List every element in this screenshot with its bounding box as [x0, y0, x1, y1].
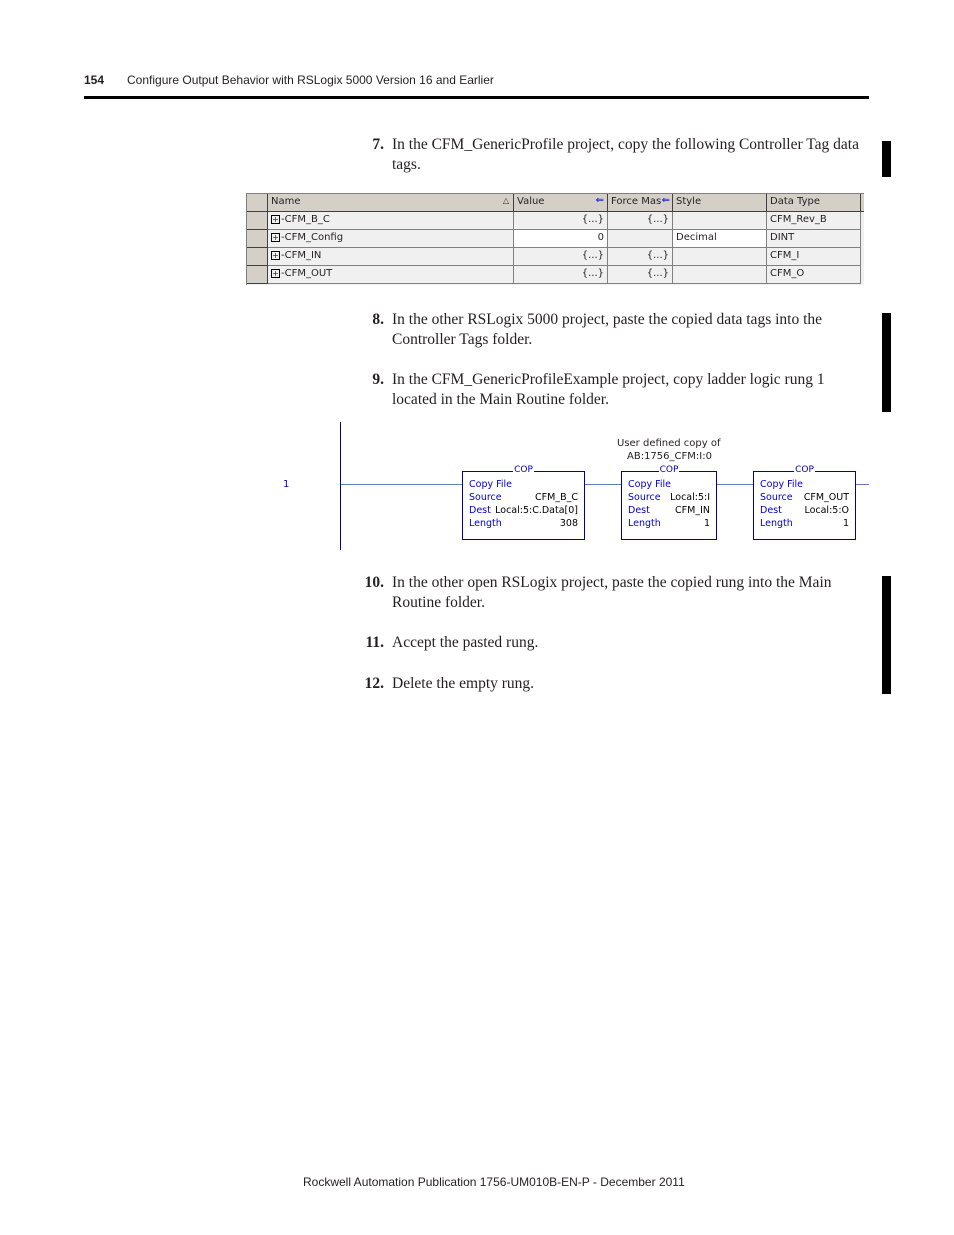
row-selector[interactable]	[247, 230, 268, 248]
cop-dest-label: Dest	[760, 505, 782, 516]
column-header-label: Force Mas	[611, 196, 662, 207]
cop-dest-label: Dest	[628, 505, 650, 516]
step-text: In the other open RSLogix project, paste the copied rung into the Main Routine folder.	[392, 574, 832, 611]
cop-dest-value[interactable]: CFM_IN	[675, 505, 710, 516]
row-selector[interactable]	[247, 248, 268, 266]
arrow-left-icon: ⇐	[661, 195, 670, 206]
cop-block[interactable]	[621, 465, 717, 540]
step-number: 12.	[364, 675, 384, 692]
step-number: 11.	[365, 634, 384, 651]
tag-name-cell[interactable]: + -CFM_IN	[268, 248, 514, 266]
cop-block[interactable]	[462, 465, 585, 540]
tag-style-cell[interactable]	[673, 266, 767, 284]
change-bar	[882, 313, 891, 412]
header-rule	[84, 96, 869, 99]
expand-plus-icon[interactable]: +	[272, 268, 279, 278]
header-title: Configure Output Behavior with RSLogix 5000 Version 16 and Earlier	[127, 73, 494, 87]
cop-name: Copy File	[628, 479, 672, 490]
change-bar	[882, 141, 891, 177]
cop-title-text: COP	[659, 465, 679, 475]
tag-type-cell[interactable]: CFM_O	[767, 266, 861, 284]
tag-type-cell[interactable]: DINT	[767, 230, 861, 248]
column-header-style[interactable]	[673, 194, 767, 212]
cop-length-value[interactable]: 1	[703, 518, 710, 529]
cop-title	[463, 465, 584, 475]
rung-number[interactable]: 1	[283, 479, 290, 490]
step-number: 10.	[364, 574, 384, 591]
tag-force-cell[interactable]: {...}	[608, 266, 673, 284]
column-header-extra	[861, 194, 864, 212]
tag-name: CFM_OUT	[284, 268, 333, 279]
cop-title-text: COP	[514, 465, 533, 475]
tag-name: CFM_Config	[284, 232, 344, 243]
cop-title	[622, 465, 716, 475]
row-selector[interactable]	[247, 266, 268, 284]
column-header-name[interactable]	[268, 194, 514, 212]
cop-source-value[interactable]: Local:5:I	[670, 492, 710, 503]
cop-title-text: COP	[795, 465, 814, 475]
cop-dest-label: Dest	[469, 505, 491, 516]
page-number: 154	[84, 73, 105, 87]
step-text: Delete the empty rung.	[392, 675, 535, 692]
controller-tags-grid	[246, 193, 864, 285]
cop-length-label: Length	[760, 518, 793, 529]
step-text: In the other RSLogix 5000 project, paste the copied data tags into the Controller Tags folder.	[392, 311, 823, 348]
cop-title	[754, 465, 855, 475]
rung-annotation	[617, 437, 721, 463]
cop-block[interactable]	[753, 465, 856, 540]
annotation-line: AB:1756_CFM:I:0	[627, 451, 712, 462]
column-header-data-type[interactable]	[767, 194, 861, 212]
step-text: Accept the pasted rung.	[392, 634, 539, 651]
cop-source-value[interactable]: CFM_OUT	[803, 492, 849, 503]
cop-dest-value[interactable]: Local:5:C.Data[0]	[495, 505, 578, 516]
footer-text: Rockwell Automation Publication 1756-UM010B-EN-P - December 2011	[303, 1175, 685, 1189]
tag-name-cell[interactable]: + -CFM_Config	[268, 230, 514, 248]
rung-wire	[855, 484, 869, 485]
change-bar	[882, 576, 891, 694]
tag-type-cell[interactable]: CFM_Rev_B	[767, 212, 861, 230]
step-number: 9.	[372, 371, 384, 388]
tag-force-cell[interactable]	[608, 230, 673, 248]
cop-dest-value[interactable]: Local:5:O	[804, 505, 849, 516]
tag-style-cell[interactable]	[673, 212, 767, 230]
row-selector[interactable]	[247, 212, 268, 230]
column-header-label: Data Type	[770, 196, 821, 207]
sort-triangle-icon: △	[502, 196, 509, 205]
tag-force-cell[interactable]: {...}	[608, 248, 673, 266]
rung-wire	[341, 484, 462, 485]
tag-value-cell[interactable]: {...}	[514, 248, 608, 266]
grid-corner	[247, 194, 268, 212]
cop-length-value[interactable]: 308	[559, 518, 578, 529]
tag-type-cell[interactable]: CFM_I	[767, 248, 861, 266]
rung-wire	[584, 484, 621, 485]
step-number: 8.	[372, 311, 384, 328]
tag-name-cell[interactable]: + -CFM_B_C	[268, 212, 514, 230]
expand-plus-icon[interactable]: +	[272, 250, 279, 260]
cop-source-value[interactable]: CFM_B_C	[535, 492, 578, 503]
tag-name: CFM_IN	[284, 250, 322, 261]
tag-value-cell[interactable]: {...}	[514, 266, 608, 284]
cop-source-label: Source	[628, 492, 661, 503]
cop-name: Copy File	[760, 479, 804, 490]
expand-plus-icon[interactable]: +	[272, 232, 279, 242]
expand-plus-icon[interactable]: +	[272, 214, 279, 224]
column-header-value[interactable]	[514, 194, 608, 212]
rung-wire	[716, 484, 753, 485]
step-number: 7.	[372, 136, 384, 153]
cop-source-label: Source	[469, 492, 502, 503]
cop-length-label: Length	[628, 518, 661, 529]
tag-force-cell[interactable]: {...}	[608, 212, 673, 230]
column-header-force-mask[interactable]	[608, 194, 673, 212]
cop-length-value[interactable]: 1	[842, 518, 849, 529]
step-text: In the CFM_GenericProfileExample project, copy ladder logic rung 1 located in the Main Routine folder.	[392, 371, 825, 408]
column-header-label: Name	[271, 196, 301, 207]
step-text: In the CFM_GenericProfile project, copy the following Controller Tag data tags.	[392, 136, 859, 173]
column-header-label: Style	[676, 196, 702, 207]
tag-value-cell[interactable]: 0	[514, 230, 608, 248]
ladder-left-rail	[340, 422, 341, 550]
tag-name: CFM_B_C	[284, 214, 330, 225]
column-header-label: Value	[517, 196, 545, 207]
cop-source-label: Source	[760, 492, 793, 503]
tag-style-cell[interactable]	[673, 248, 767, 266]
cop-length-label: Length	[469, 518, 502, 529]
cop-name: Copy File	[469, 479, 513, 490]
tag-name-cell[interactable]: + -CFM_OUT	[268, 266, 514, 284]
tag-value-cell[interactable]: {...}	[514, 212, 608, 230]
annotation-line: User defined copy of	[617, 438, 721, 449]
tag-style-cell[interactable]: Decimal	[673, 230, 767, 248]
arrow-left-icon: ⇐	[595, 195, 604, 206]
